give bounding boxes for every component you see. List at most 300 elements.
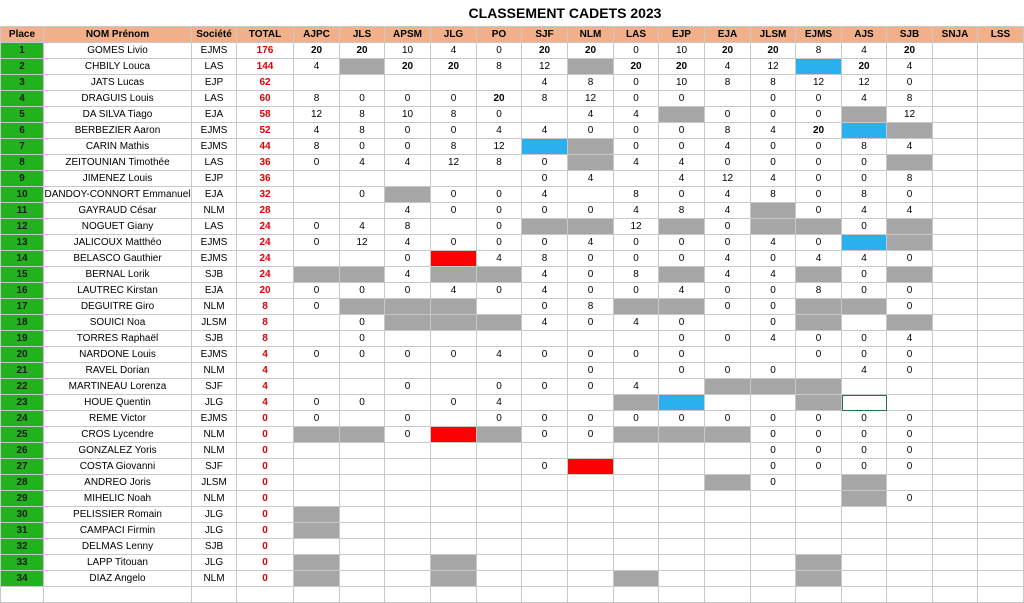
score-cell[interactable] xyxy=(294,171,340,187)
column-header-ajs[interactable]: AJS xyxy=(842,27,887,43)
total-cell[interactable]: 0 xyxy=(237,555,294,571)
score-cell[interactable]: 0 xyxy=(614,411,659,427)
column-header-jls[interactable]: JLS xyxy=(340,27,385,43)
score-cell[interactable] xyxy=(340,299,385,315)
score-cell[interactable]: 0 xyxy=(751,251,796,267)
score-cell[interactable] xyxy=(294,203,340,219)
score-cell[interactable]: 4 xyxy=(522,187,568,203)
total-cell[interactable]: 0 xyxy=(237,523,294,539)
score-cell[interactable]: 0 xyxy=(796,347,842,363)
score-cell[interactable] xyxy=(340,555,385,571)
score-cell[interactable] xyxy=(751,379,796,395)
score-cell[interactable]: 8 xyxy=(340,107,385,123)
score-cell[interactable]: 0 xyxy=(705,107,751,123)
score-cell[interactable]: 12 xyxy=(294,107,340,123)
score-cell[interactable] xyxy=(614,555,659,571)
total-cell[interactable]: 8 xyxy=(237,299,294,315)
score-cell[interactable]: 0 xyxy=(477,219,522,235)
score-cell[interactable] xyxy=(659,219,705,235)
score-cell[interactable] xyxy=(431,427,477,443)
score-cell[interactable]: 0 xyxy=(522,459,568,475)
score-cell[interactable] xyxy=(568,139,614,155)
score-cell[interactable] xyxy=(431,491,477,507)
score-cell[interactable]: 0 xyxy=(568,283,614,299)
score-cell[interactable]: 4 xyxy=(522,75,568,91)
total-cell[interactable]: 4 xyxy=(237,347,294,363)
score-cell[interactable]: 4 xyxy=(887,203,933,219)
score-cell[interactable] xyxy=(842,539,887,555)
score-cell[interactable] xyxy=(340,539,385,555)
score-cell[interactable]: 0 xyxy=(340,347,385,363)
score-cell[interactable] xyxy=(568,539,614,555)
score-cell[interactable]: 0 xyxy=(751,363,796,379)
score-cell[interactable]: 0 xyxy=(887,283,933,299)
total-cell[interactable]: 24 xyxy=(237,251,294,267)
score-cell[interactable]: 0 xyxy=(522,411,568,427)
score-cell[interactable]: 0 xyxy=(294,283,340,299)
place-cell[interactable]: 29 xyxy=(1,491,44,507)
name-cell[interactable]: DIAZ Angelo xyxy=(44,571,192,587)
score-cell[interactable]: 8 xyxy=(522,251,568,267)
score-cell[interactable]: 8 xyxy=(568,75,614,91)
score-cell[interactable]: 4 xyxy=(705,203,751,219)
score-cell[interactable] xyxy=(842,315,887,331)
score-cell[interactable]: 0 xyxy=(522,347,568,363)
score-cell[interactable]: 4 xyxy=(385,155,431,171)
score-cell[interactable]: 4 xyxy=(614,315,659,331)
score-cell[interactable] xyxy=(431,219,477,235)
score-cell[interactable] xyxy=(933,491,978,507)
score-cell[interactable]: 0 xyxy=(751,459,796,475)
score-cell[interactable] xyxy=(978,539,1024,555)
score-cell[interactable]: 12 xyxy=(477,139,522,155)
score-cell[interactable]: 0 xyxy=(887,251,933,267)
score-cell[interactable] xyxy=(796,555,842,571)
total-cell[interactable]: 176 xyxy=(237,43,294,59)
place-cell[interactable]: 7 xyxy=(1,139,44,155)
column-header-soci-t-[interactable]: Société xyxy=(192,27,237,43)
name-cell[interactable]: HOUE Quentin xyxy=(44,395,192,411)
score-cell[interactable] xyxy=(614,299,659,315)
score-cell[interactable]: 0 xyxy=(796,91,842,107)
score-cell[interactable]: 8 xyxy=(294,91,340,107)
score-cell[interactable] xyxy=(659,299,705,315)
score-cell[interactable]: 0 xyxy=(385,139,431,155)
score-cell[interactable]: 8 xyxy=(294,139,340,155)
score-cell[interactable]: 0 xyxy=(340,283,385,299)
score-cell[interactable] xyxy=(933,395,978,411)
score-cell[interactable] xyxy=(705,443,751,459)
score-cell[interactable] xyxy=(842,299,887,315)
score-cell[interactable]: 0 xyxy=(842,347,887,363)
name-cell[interactable]: MIHELIC Noah xyxy=(44,491,192,507)
club-cell[interactable]: EJMS xyxy=(192,139,237,155)
score-cell[interactable]: 8 xyxy=(568,299,614,315)
score-cell[interactable] xyxy=(705,395,751,411)
place-cell[interactable]: 27 xyxy=(1,459,44,475)
score-cell[interactable] xyxy=(705,475,751,491)
score-cell[interactable]: 0 xyxy=(477,379,522,395)
score-cell[interactable]: 0 xyxy=(659,347,705,363)
score-cell[interactable] xyxy=(522,219,568,235)
name-cell[interactable]: JIMENEZ Louis xyxy=(44,171,192,187)
score-cell[interactable] xyxy=(978,587,1024,603)
place-cell[interactable] xyxy=(1,587,44,603)
score-cell[interactable]: 4 xyxy=(385,203,431,219)
score-cell[interactable]: 0 xyxy=(751,107,796,123)
score-cell[interactable]: 20 xyxy=(294,43,340,59)
score-cell[interactable] xyxy=(796,523,842,539)
place-cell[interactable]: 3 xyxy=(1,75,44,91)
score-cell[interactable] xyxy=(431,299,477,315)
score-cell[interactable] xyxy=(614,491,659,507)
score-cell[interactable]: 0 xyxy=(796,427,842,443)
score-cell[interactable] xyxy=(568,491,614,507)
place-cell[interactable]: 11 xyxy=(1,203,44,219)
score-cell[interactable] xyxy=(978,171,1024,187)
score-cell[interactable]: 0 xyxy=(751,427,796,443)
column-header-ejp[interactable]: EJP xyxy=(659,27,705,43)
score-cell[interactable] xyxy=(340,459,385,475)
score-cell[interactable]: 0 xyxy=(568,251,614,267)
score-cell[interactable] xyxy=(933,43,978,59)
score-cell[interactable] xyxy=(294,251,340,267)
score-cell[interactable]: 0 xyxy=(522,427,568,443)
score-cell[interactable]: 0 xyxy=(614,43,659,59)
score-cell[interactable] xyxy=(568,219,614,235)
score-cell[interactable] xyxy=(477,443,522,459)
total-cell[interactable]: 52 xyxy=(237,123,294,139)
place-cell[interactable]: 25 xyxy=(1,427,44,443)
total-cell[interactable]: 0 xyxy=(237,507,294,523)
score-cell[interactable] xyxy=(842,123,887,139)
score-cell[interactable] xyxy=(978,219,1024,235)
name-cell[interactable]: CAMPACI Firmin xyxy=(44,523,192,539)
name-cell[interactable]: GONZALEZ Yoris xyxy=(44,443,192,459)
score-cell[interactable] xyxy=(522,523,568,539)
score-cell[interactable] xyxy=(978,203,1024,219)
club-cell[interactable]: JLG xyxy=(192,395,237,411)
score-cell[interactable] xyxy=(887,315,933,331)
name-cell[interactable]: GAYRAUD César xyxy=(44,203,192,219)
total-cell[interactable]: 4 xyxy=(237,395,294,411)
score-cell[interactable] xyxy=(796,507,842,523)
club-cell[interactable]: LAS xyxy=(192,219,237,235)
club-cell[interactable]: JLG xyxy=(192,507,237,523)
score-cell[interactable]: 0 xyxy=(751,155,796,171)
score-cell[interactable] xyxy=(340,507,385,523)
score-cell[interactable]: 4 xyxy=(751,123,796,139)
score-cell[interactable]: 8 xyxy=(385,219,431,235)
score-cell[interactable] xyxy=(614,395,659,411)
score-cell[interactable] xyxy=(385,395,431,411)
score-cell[interactable]: 12 xyxy=(705,171,751,187)
score-cell[interactable]: 4 xyxy=(705,267,751,283)
score-cell[interactable] xyxy=(978,523,1024,539)
score-cell[interactable] xyxy=(614,331,659,347)
score-cell[interactable] xyxy=(431,443,477,459)
score-cell[interactable] xyxy=(294,491,340,507)
score-cell[interactable] xyxy=(933,75,978,91)
score-cell[interactable]: 4 xyxy=(842,43,887,59)
score-cell[interactable] xyxy=(568,523,614,539)
score-cell[interactable]: 4 xyxy=(614,203,659,219)
score-cell[interactable] xyxy=(978,491,1024,507)
score-cell[interactable] xyxy=(568,475,614,491)
total-cell[interactable]: 44 xyxy=(237,139,294,155)
score-cell[interactable] xyxy=(659,107,705,123)
name-cell[interactable]: NARDONE Louis xyxy=(44,347,192,363)
score-cell[interactable] xyxy=(659,587,705,603)
score-cell[interactable] xyxy=(887,507,933,523)
score-cell[interactable] xyxy=(294,523,340,539)
place-cell[interactable]: 18 xyxy=(1,315,44,331)
score-cell[interactable] xyxy=(933,123,978,139)
score-cell[interactable] xyxy=(477,363,522,379)
score-cell[interactable] xyxy=(796,363,842,379)
club-cell[interactable]: EJMS xyxy=(192,123,237,139)
score-cell[interactable] xyxy=(340,171,385,187)
score-cell[interactable]: 0 xyxy=(796,235,842,251)
score-cell[interactable]: 0 xyxy=(340,139,385,155)
score-cell[interactable] xyxy=(477,507,522,523)
score-cell[interactable]: 4 xyxy=(887,59,933,75)
score-cell[interactable]: 0 xyxy=(614,139,659,155)
score-cell[interactable]: 8 xyxy=(751,187,796,203)
total-cell[interactable]: 24 xyxy=(237,267,294,283)
name-cell[interactable]: MARTINEAU Lorenza xyxy=(44,379,192,395)
score-cell[interactable]: 20 xyxy=(705,43,751,59)
score-cell[interactable]: 0 xyxy=(705,219,751,235)
score-cell[interactable]: 0 xyxy=(842,427,887,443)
place-cell[interactable]: 4 xyxy=(1,91,44,107)
score-cell[interactable] xyxy=(522,363,568,379)
score-cell[interactable]: 0 xyxy=(294,155,340,171)
score-cell[interactable] xyxy=(978,379,1024,395)
score-cell[interactable] xyxy=(978,427,1024,443)
score-cell[interactable]: 0 xyxy=(614,251,659,267)
score-cell[interactable] xyxy=(431,459,477,475)
score-cell[interactable] xyxy=(978,91,1024,107)
score-cell[interactable] xyxy=(978,475,1024,491)
score-cell[interactable] xyxy=(842,523,887,539)
score-cell[interactable]: 4 xyxy=(294,123,340,139)
score-cell[interactable]: 0 xyxy=(796,139,842,155)
score-cell[interactable]: 20 xyxy=(385,59,431,75)
score-cell[interactable] xyxy=(385,475,431,491)
name-cell[interactable]: REME Victor xyxy=(44,411,192,427)
score-cell[interactable] xyxy=(477,299,522,315)
score-cell[interactable]: 8 xyxy=(842,187,887,203)
score-cell[interactable]: 0 xyxy=(294,411,340,427)
score-cell[interactable]: 0 xyxy=(796,171,842,187)
score-cell[interactable]: 8 xyxy=(431,107,477,123)
name-cell[interactable]: BERNAL Lorik xyxy=(44,267,192,283)
column-header-nlm[interactable]: NLM xyxy=(568,27,614,43)
score-cell[interactable] xyxy=(887,123,933,139)
score-cell[interactable] xyxy=(294,555,340,571)
score-cell[interactable] xyxy=(933,139,978,155)
score-cell[interactable]: 4 xyxy=(659,171,705,187)
score-cell[interactable] xyxy=(522,555,568,571)
score-cell[interactable]: 0 xyxy=(887,411,933,427)
score-cell[interactable]: 0 xyxy=(751,283,796,299)
score-cell[interactable] xyxy=(842,107,887,123)
score-cell[interactable]: 12 xyxy=(887,107,933,123)
score-cell[interactable]: 4 xyxy=(568,107,614,123)
score-cell[interactable]: 0 xyxy=(568,427,614,443)
score-cell[interactable]: 0 xyxy=(477,203,522,219)
score-cell[interactable]: 0 xyxy=(294,299,340,315)
score-cell[interactable] xyxy=(522,491,568,507)
place-cell[interactable]: 24 xyxy=(1,411,44,427)
total-cell[interactable]: 62 xyxy=(237,75,294,91)
score-cell[interactable]: 0 xyxy=(751,91,796,107)
name-cell[interactable]: LAUTREC Kirstan xyxy=(44,283,192,299)
place-cell[interactable]: 15 xyxy=(1,267,44,283)
score-cell[interactable] xyxy=(385,331,431,347)
score-cell[interactable] xyxy=(614,427,659,443)
score-cell[interactable] xyxy=(978,267,1024,283)
score-cell[interactable]: 0 xyxy=(385,347,431,363)
score-cell[interactable] xyxy=(842,555,887,571)
score-cell[interactable] xyxy=(933,299,978,315)
club-cell[interactable]: EJMS xyxy=(192,43,237,59)
score-cell[interactable]: 0 xyxy=(385,427,431,443)
score-cell[interactable]: 0 xyxy=(659,187,705,203)
score-cell[interactable]: 4 xyxy=(385,267,431,283)
score-cell[interactable]: 0 xyxy=(477,107,522,123)
total-cell[interactable]: 32 xyxy=(237,187,294,203)
score-cell[interactable] xyxy=(431,475,477,491)
place-cell[interactable]: 10 xyxy=(1,187,44,203)
score-cell[interactable] xyxy=(659,539,705,555)
column-header-jlsm[interactable]: JLSM xyxy=(751,27,796,43)
score-cell[interactable]: 8 xyxy=(340,123,385,139)
score-cell[interactable] xyxy=(887,395,933,411)
score-cell[interactable]: 4 xyxy=(340,155,385,171)
score-cell[interactable]: 0 xyxy=(614,91,659,107)
score-cell[interactable]: 0 xyxy=(431,123,477,139)
score-cell[interactable]: 10 xyxy=(385,107,431,123)
score-cell[interactable] xyxy=(614,523,659,539)
score-cell[interactable]: 10 xyxy=(385,43,431,59)
club-cell[interactable]: EJP xyxy=(192,171,237,187)
score-cell[interactable] xyxy=(978,395,1024,411)
score-cell[interactable]: 8 xyxy=(477,155,522,171)
score-cell[interactable] xyxy=(751,555,796,571)
score-cell[interactable]: 0 xyxy=(294,395,340,411)
score-cell[interactable] xyxy=(614,507,659,523)
score-cell[interactable]: 4 xyxy=(522,283,568,299)
score-cell[interactable]: 0 xyxy=(568,267,614,283)
score-cell[interactable]: 0 xyxy=(842,283,887,299)
total-cell[interactable]: 60 xyxy=(237,91,294,107)
total-cell[interactable]: 4 xyxy=(237,363,294,379)
score-cell[interactable] xyxy=(978,507,1024,523)
score-cell[interactable] xyxy=(751,587,796,603)
score-cell[interactable] xyxy=(751,491,796,507)
score-cell[interactable] xyxy=(842,587,887,603)
score-cell[interactable] xyxy=(477,491,522,507)
column-header-ajpc[interactable]: AJPC xyxy=(294,27,340,43)
club-cell[interactable]: NLM xyxy=(192,299,237,315)
score-cell[interactable]: 20 xyxy=(568,43,614,59)
club-cell[interactable]: SJB xyxy=(192,539,237,555)
club-cell[interactable]: EJA xyxy=(192,107,237,123)
score-cell[interactable]: 20 xyxy=(842,59,887,75)
score-cell[interactable]: 12 xyxy=(796,75,842,91)
score-cell[interactable] xyxy=(568,155,614,171)
score-cell[interactable]: 0 xyxy=(887,347,933,363)
score-cell[interactable] xyxy=(659,523,705,539)
score-cell[interactable]: 0 xyxy=(887,75,933,91)
score-cell[interactable] xyxy=(522,587,568,603)
score-cell[interactable] xyxy=(385,171,431,187)
score-cell[interactable] xyxy=(933,379,978,395)
score-cell[interactable]: 0 xyxy=(385,411,431,427)
score-cell[interactable]: 0 xyxy=(751,315,796,331)
place-cell[interactable]: 14 xyxy=(1,251,44,267)
score-cell[interactable]: 0 xyxy=(340,395,385,411)
score-cell[interactable] xyxy=(933,443,978,459)
place-cell[interactable]: 5 xyxy=(1,107,44,123)
score-cell[interactable]: 12 xyxy=(431,155,477,171)
score-cell[interactable]: 0 xyxy=(796,443,842,459)
score-cell[interactable] xyxy=(933,331,978,347)
score-cell[interactable] xyxy=(294,475,340,491)
score-cell[interactable] xyxy=(294,427,340,443)
score-cell[interactable]: 20 xyxy=(477,91,522,107)
name-cell[interactable]: COSTA Giovanni xyxy=(44,459,192,475)
score-cell[interactable] xyxy=(477,315,522,331)
score-cell[interactable]: 20 xyxy=(431,59,477,75)
score-cell[interactable] xyxy=(887,155,933,171)
score-cell[interactable] xyxy=(294,187,340,203)
club-cell[interactable]: LAS xyxy=(192,59,237,75)
score-cell[interactable] xyxy=(522,539,568,555)
score-cell[interactable] xyxy=(751,395,796,411)
score-cell[interactable] xyxy=(568,555,614,571)
score-cell[interactable]: 0 xyxy=(385,91,431,107)
score-cell[interactable]: 0 xyxy=(385,379,431,395)
place-cell[interactable]: 2 xyxy=(1,59,44,75)
score-cell[interactable] xyxy=(294,331,340,347)
score-cell[interactable] xyxy=(294,315,340,331)
score-cell[interactable]: 0 xyxy=(614,75,659,91)
score-cell[interactable] xyxy=(614,587,659,603)
score-cell[interactable] xyxy=(887,267,933,283)
score-cell[interactable]: 20 xyxy=(751,43,796,59)
place-cell[interactable]: 21 xyxy=(1,363,44,379)
score-cell[interactable] xyxy=(842,491,887,507)
score-cell[interactable]: 4 xyxy=(522,267,568,283)
score-cell[interactable]: 8 xyxy=(751,75,796,91)
score-cell[interactable] xyxy=(568,59,614,75)
name-cell[interactable]: ZEITOUNIAN Timothée xyxy=(44,155,192,171)
score-cell[interactable]: 0 xyxy=(659,139,705,155)
place-cell[interactable]: 19 xyxy=(1,331,44,347)
score-cell[interactable] xyxy=(933,411,978,427)
total-cell[interactable]: 20 xyxy=(237,283,294,299)
name-cell[interactable]: DANDOY-CONNORT Emmanuel xyxy=(44,187,192,203)
score-cell[interactable]: 4 xyxy=(751,267,796,283)
total-cell[interactable]: 0 xyxy=(237,411,294,427)
score-cell[interactable] xyxy=(477,555,522,571)
score-cell[interactable] xyxy=(659,395,705,411)
score-cell[interactable]: 4 xyxy=(568,235,614,251)
score-cell[interactable]: 4 xyxy=(751,331,796,347)
